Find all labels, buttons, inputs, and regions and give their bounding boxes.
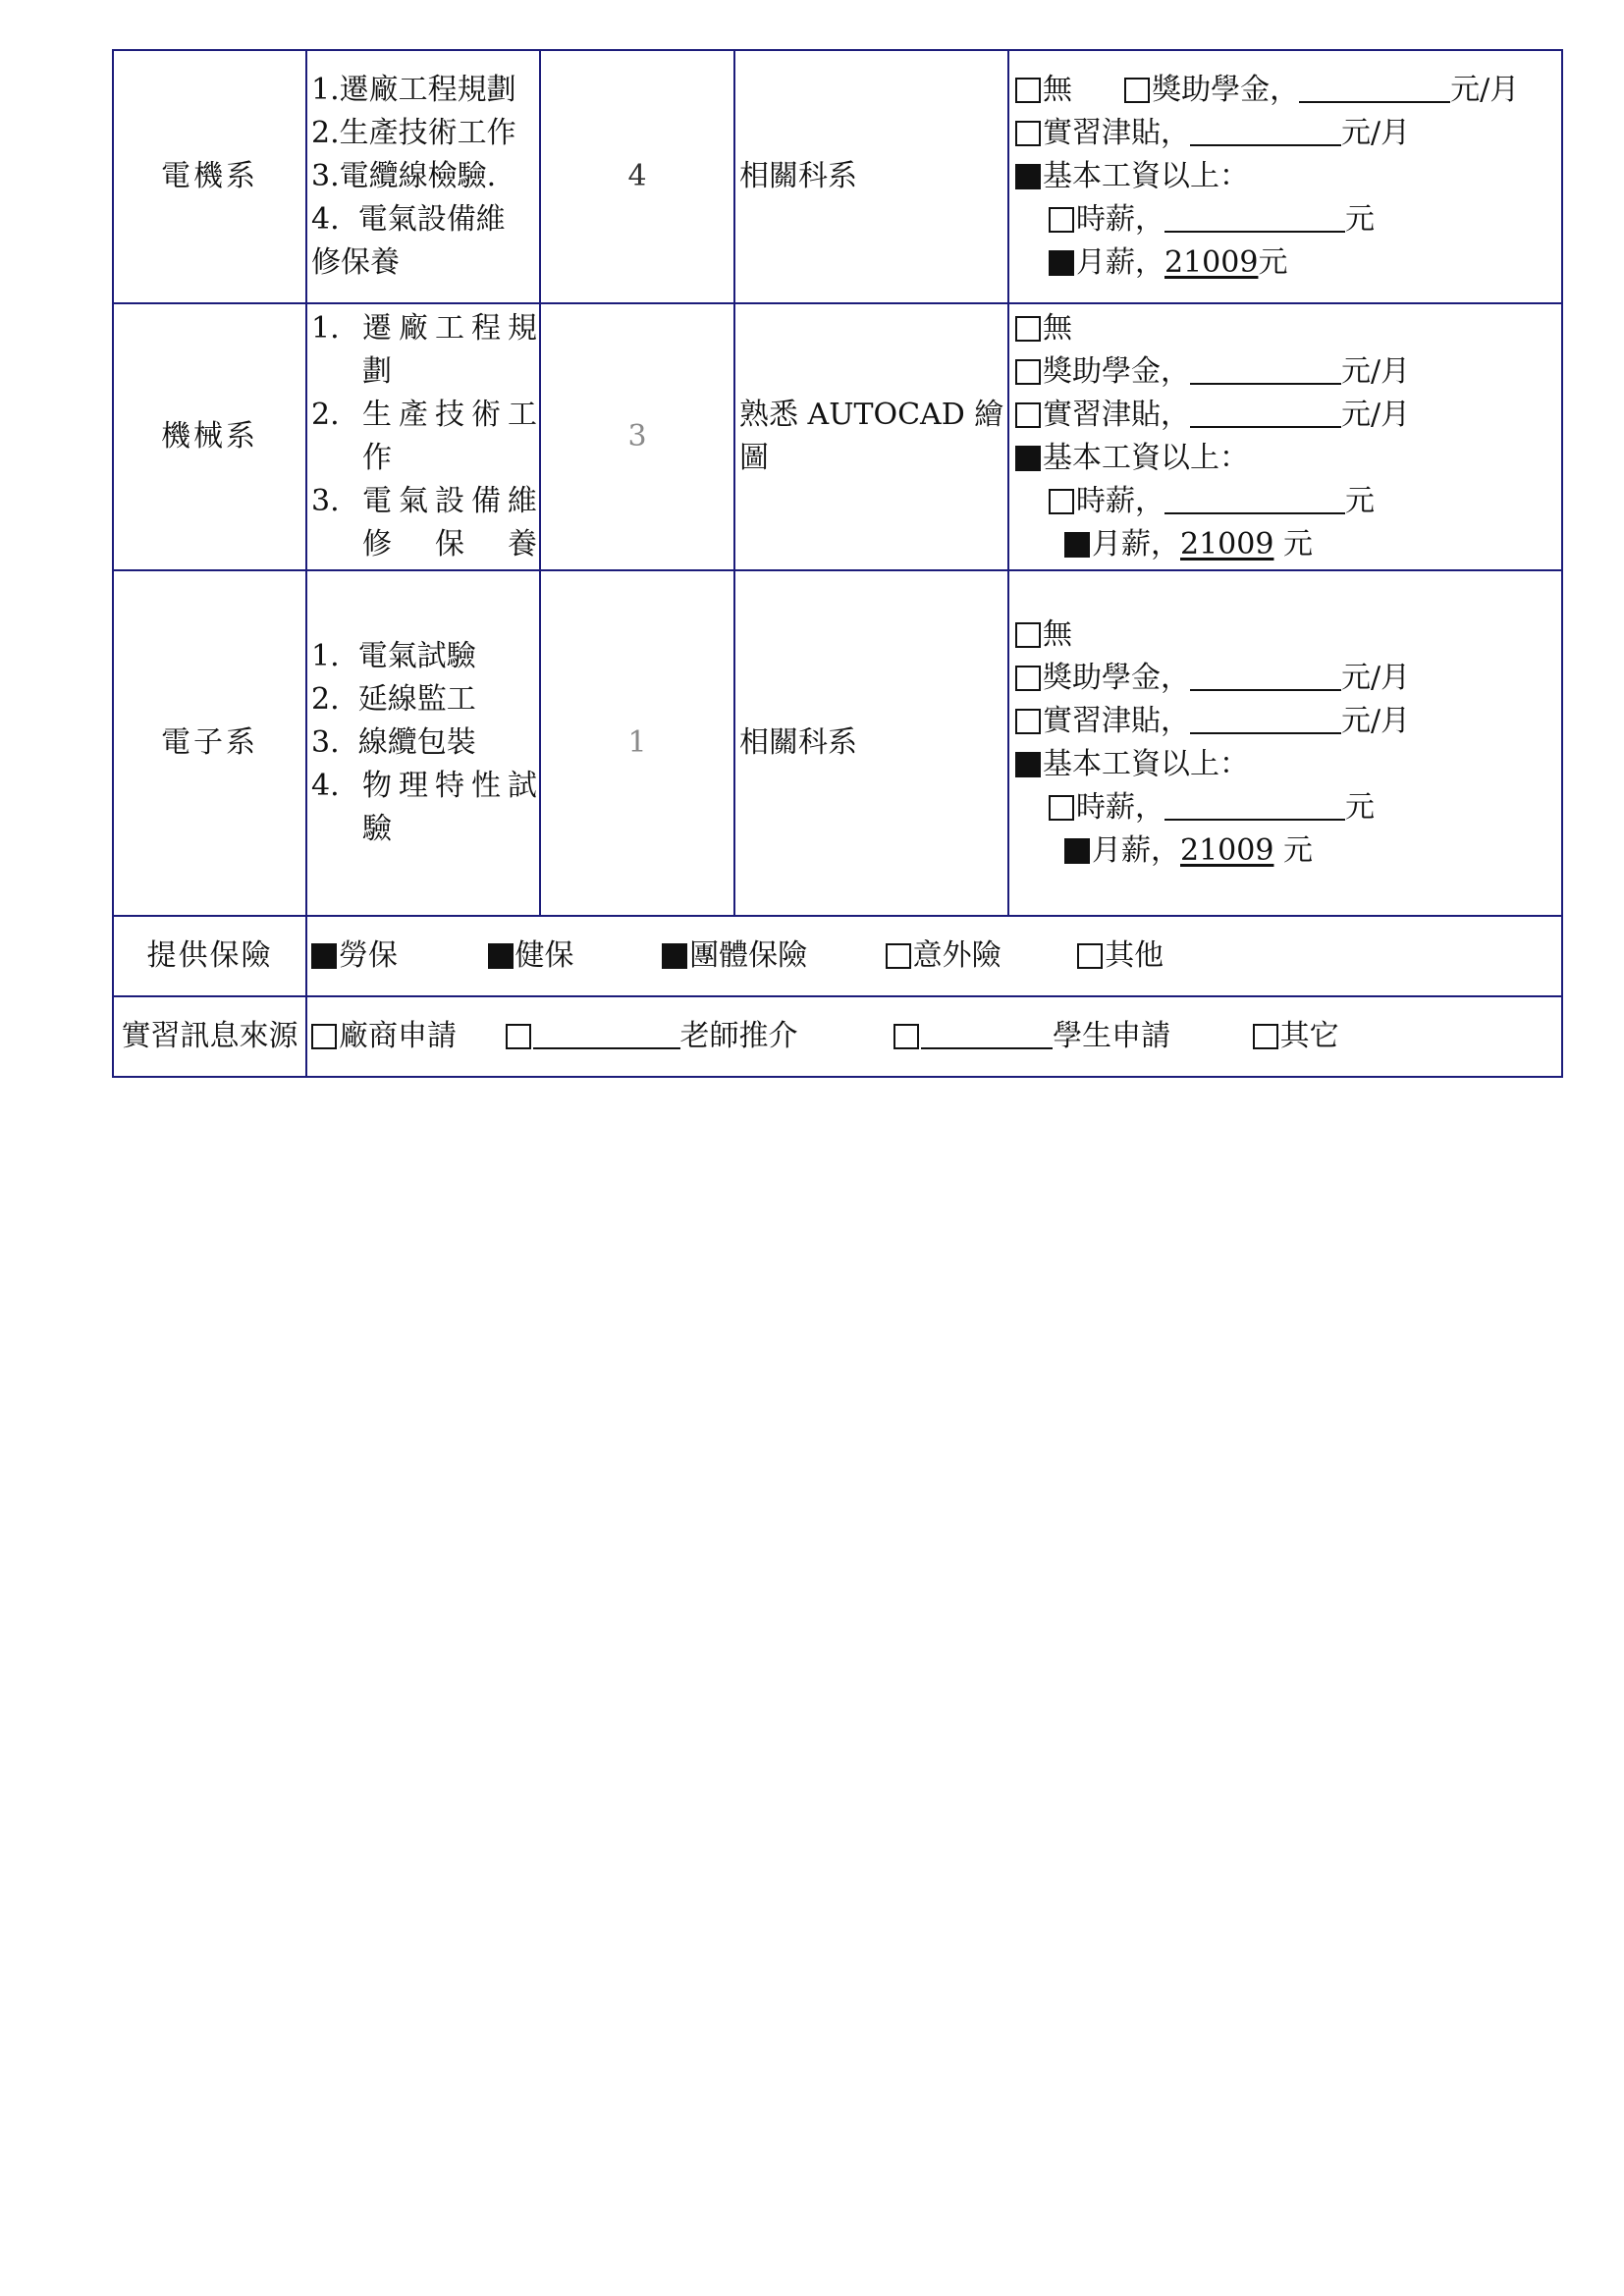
pay-unit: 元	[1345, 202, 1375, 237]
checkbox-allowance[interactable]	[1015, 121, 1041, 146]
checkbox-other-source[interactable]	[1253, 1024, 1278, 1049]
checkbox-monthly[interactable]	[1064, 838, 1090, 864]
source-option-teacher[interactable]: 老師推介	[506, 1015, 885, 1058]
pay-unit: 元/月	[1450, 73, 1520, 107]
table-row-electrical	[113, 50, 1562, 303]
duty-item: 1.遷廠工程規劃	[311, 73, 516, 107]
pay-scholarship-label: 獎助學金，	[1152, 73, 1300, 107]
pay-basic-label: 基本工資以上：	[1043, 159, 1249, 193]
duties-cell	[306, 50, 540, 303]
scholarship-blank[interactable]	[1299, 70, 1450, 103]
pay-scholarship-label: 獎助學金，	[1043, 354, 1190, 389]
pay-unit: 元	[1345, 790, 1375, 825]
monthly-salary-value: 21009	[1180, 833, 1274, 868]
checkbox-monthly[interactable]	[1049, 250, 1074, 276]
pay-cell	[1008, 570, 1562, 916]
checkbox-allowance[interactable]	[1015, 709, 1041, 734]
scholarship-blank[interactable]	[1190, 658, 1341, 691]
table-row-mechanical	[113, 303, 1562, 570]
duty-item: 1. 遷廠工程規劃	[311, 311, 537, 389]
insurance-option-labor[interactable]: 勞保	[311, 934, 478, 978]
pay-monthly-label: 月薪，	[1092, 527, 1180, 561]
checkbox-group-insurance[interactable]	[662, 943, 687, 969]
headcount-cell: 4	[540, 50, 734, 303]
requirement-cell: 相關科系	[734, 570, 1008, 916]
duty-item: 4. 電氣設備維	[311, 202, 506, 237]
checkbox-factory[interactable]	[311, 1024, 337, 1049]
headcount-cell: 3	[540, 303, 734, 570]
source-option-factory[interactable]: 廠商申請	[311, 1015, 496, 1058]
pay-hourly-label: 時薪，	[1076, 484, 1164, 518]
checkbox-hourly[interactable]	[1049, 489, 1074, 514]
pay-unit: 元/月	[1341, 704, 1411, 738]
table-row-insurance	[113, 916, 1562, 996]
duties-cell	[306, 570, 540, 916]
checkbox-none[interactable]	[1015, 78, 1041, 103]
insurance-option-other[interactable]: 其他	[1077, 934, 1164, 978]
duties-cell	[306, 303, 540, 570]
checkbox-allowance[interactable]	[1015, 402, 1041, 428]
insurance-option-group[interactable]: 團體保險	[662, 934, 876, 978]
pay-basic-label: 基本工資以上：	[1043, 747, 1249, 781]
checkbox-student[interactable]	[893, 1024, 919, 1049]
source-options	[306, 996, 1562, 1077]
pay-unit: 元	[1258, 245, 1288, 280]
duty-item: 4. 物理特性試驗	[311, 769, 537, 846]
pay-unit: 元	[1345, 484, 1375, 518]
insurance-option-accident[interactable]: 意外險	[886, 934, 1068, 978]
insurance-options	[306, 916, 1562, 996]
checkbox-accident-insurance[interactable]	[886, 943, 911, 969]
insurance-option-health[interactable]: 健保	[488, 934, 653, 978]
checkbox-scholarship[interactable]	[1015, 666, 1041, 691]
internship-table	[112, 49, 1563, 1078]
checkbox-scholarship[interactable]	[1015, 359, 1041, 385]
department-cell: 電機系	[113, 50, 306, 303]
checkbox-monthly[interactable]	[1064, 532, 1090, 558]
scholarship-blank[interactable]	[1190, 351, 1341, 385]
checkbox-basic-wage[interactable]	[1015, 164, 1041, 189]
pay-allowance-label: 實習津貼，	[1043, 704, 1190, 738]
pay-unit: 元/月	[1341, 116, 1411, 150]
source-option-other[interactable]: 其它	[1253, 1015, 1339, 1058]
checkbox-other-insurance[interactable]	[1077, 943, 1103, 969]
allowance-blank[interactable]	[1190, 395, 1341, 428]
duty-item: 3.電纜線檢驗.	[311, 159, 497, 193]
checkbox-hourly[interactable]	[1049, 795, 1074, 821]
requirement-cell: 熟悉 AUTOCAD 繪圖	[734, 303, 1008, 570]
department-cell: 機械系	[113, 303, 306, 570]
checkbox-scholarship[interactable]	[1124, 78, 1150, 103]
checkbox-basic-wage[interactable]	[1015, 752, 1041, 777]
pay-none-label: 無	[1043, 311, 1072, 346]
duty-item: 2. 延線監工	[311, 682, 476, 717]
checkbox-hourly[interactable]	[1049, 207, 1074, 233]
pay-unit: 元/月	[1341, 354, 1411, 389]
pay-unit: 元/月	[1341, 661, 1411, 695]
pay-basic-label: 基本工資以上：	[1043, 441, 1249, 475]
department-cell: 電子系	[113, 570, 306, 916]
duty-item: 3. 線纜包裝	[311, 725, 476, 760]
pay-none-label: 無	[1043, 73, 1072, 107]
duty-item: 修保養	[311, 245, 400, 280]
monthly-salary-value: 21009	[1180, 527, 1274, 561]
pay-monthly-label: 月薪，	[1076, 245, 1164, 280]
requirement-cell: 相關科系	[734, 50, 1008, 303]
checkbox-none[interactable]	[1015, 622, 1041, 648]
hourly-blank[interactable]	[1164, 787, 1345, 821]
pay-monthly-label: 月薪，	[1092, 833, 1180, 868]
pay-scholarship-label: 獎助學金，	[1043, 661, 1190, 695]
pay-unit: 元	[1282, 527, 1313, 561]
allowance-blank[interactable]	[1190, 701, 1341, 734]
teacher-name-blank[interactable]	[533, 1016, 680, 1049]
hourly-blank[interactable]	[1164, 199, 1345, 233]
table-row-electronics	[113, 570, 1562, 916]
table-row-source	[113, 996, 1562, 1077]
pay-hourly-label: 時薪，	[1076, 202, 1164, 237]
internship-form-sheet	[112, 49, 1561, 1078]
checkbox-labor-insurance[interactable]	[311, 943, 337, 969]
pay-cell	[1008, 303, 1562, 570]
checkbox-health-insurance[interactable]	[488, 943, 514, 969]
pay-hourly-label: 時薪，	[1076, 790, 1164, 825]
student-name-blank[interactable]	[921, 1016, 1053, 1049]
duty-item: 1. 電氣試驗	[311, 639, 476, 673]
monthly-salary-value: 21009	[1164, 245, 1259, 280]
allowance-blank[interactable]	[1190, 113, 1341, 146]
pay-none-label: 無	[1043, 617, 1072, 652]
source-label: 實習訊息來源	[113, 996, 306, 1077]
duty-item: 2. 生產技術工作	[311, 398, 537, 475]
source-option-student[interactable]: 學生申請	[893, 1015, 1243, 1058]
pay-allowance-label: 實習津貼，	[1043, 398, 1190, 432]
hourly-blank[interactable]	[1164, 481, 1345, 514]
duty-item: 3. 電氣設備維修保養	[311, 484, 537, 561]
duty-item: 2.生產技術工作	[311, 116, 516, 150]
checkbox-none[interactable]	[1015, 316, 1041, 342]
headcount-cell: 1	[540, 570, 734, 916]
checkbox-teacher[interactable]	[506, 1024, 531, 1049]
pay-unit: 元/月	[1341, 398, 1411, 432]
pay-unit: 元	[1282, 833, 1313, 868]
insurance-label: 提供保險	[113, 916, 306, 996]
pay-cell	[1008, 50, 1562, 303]
checkbox-basic-wage[interactable]	[1015, 446, 1041, 471]
pay-allowance-label: 實習津貼，	[1043, 116, 1190, 150]
